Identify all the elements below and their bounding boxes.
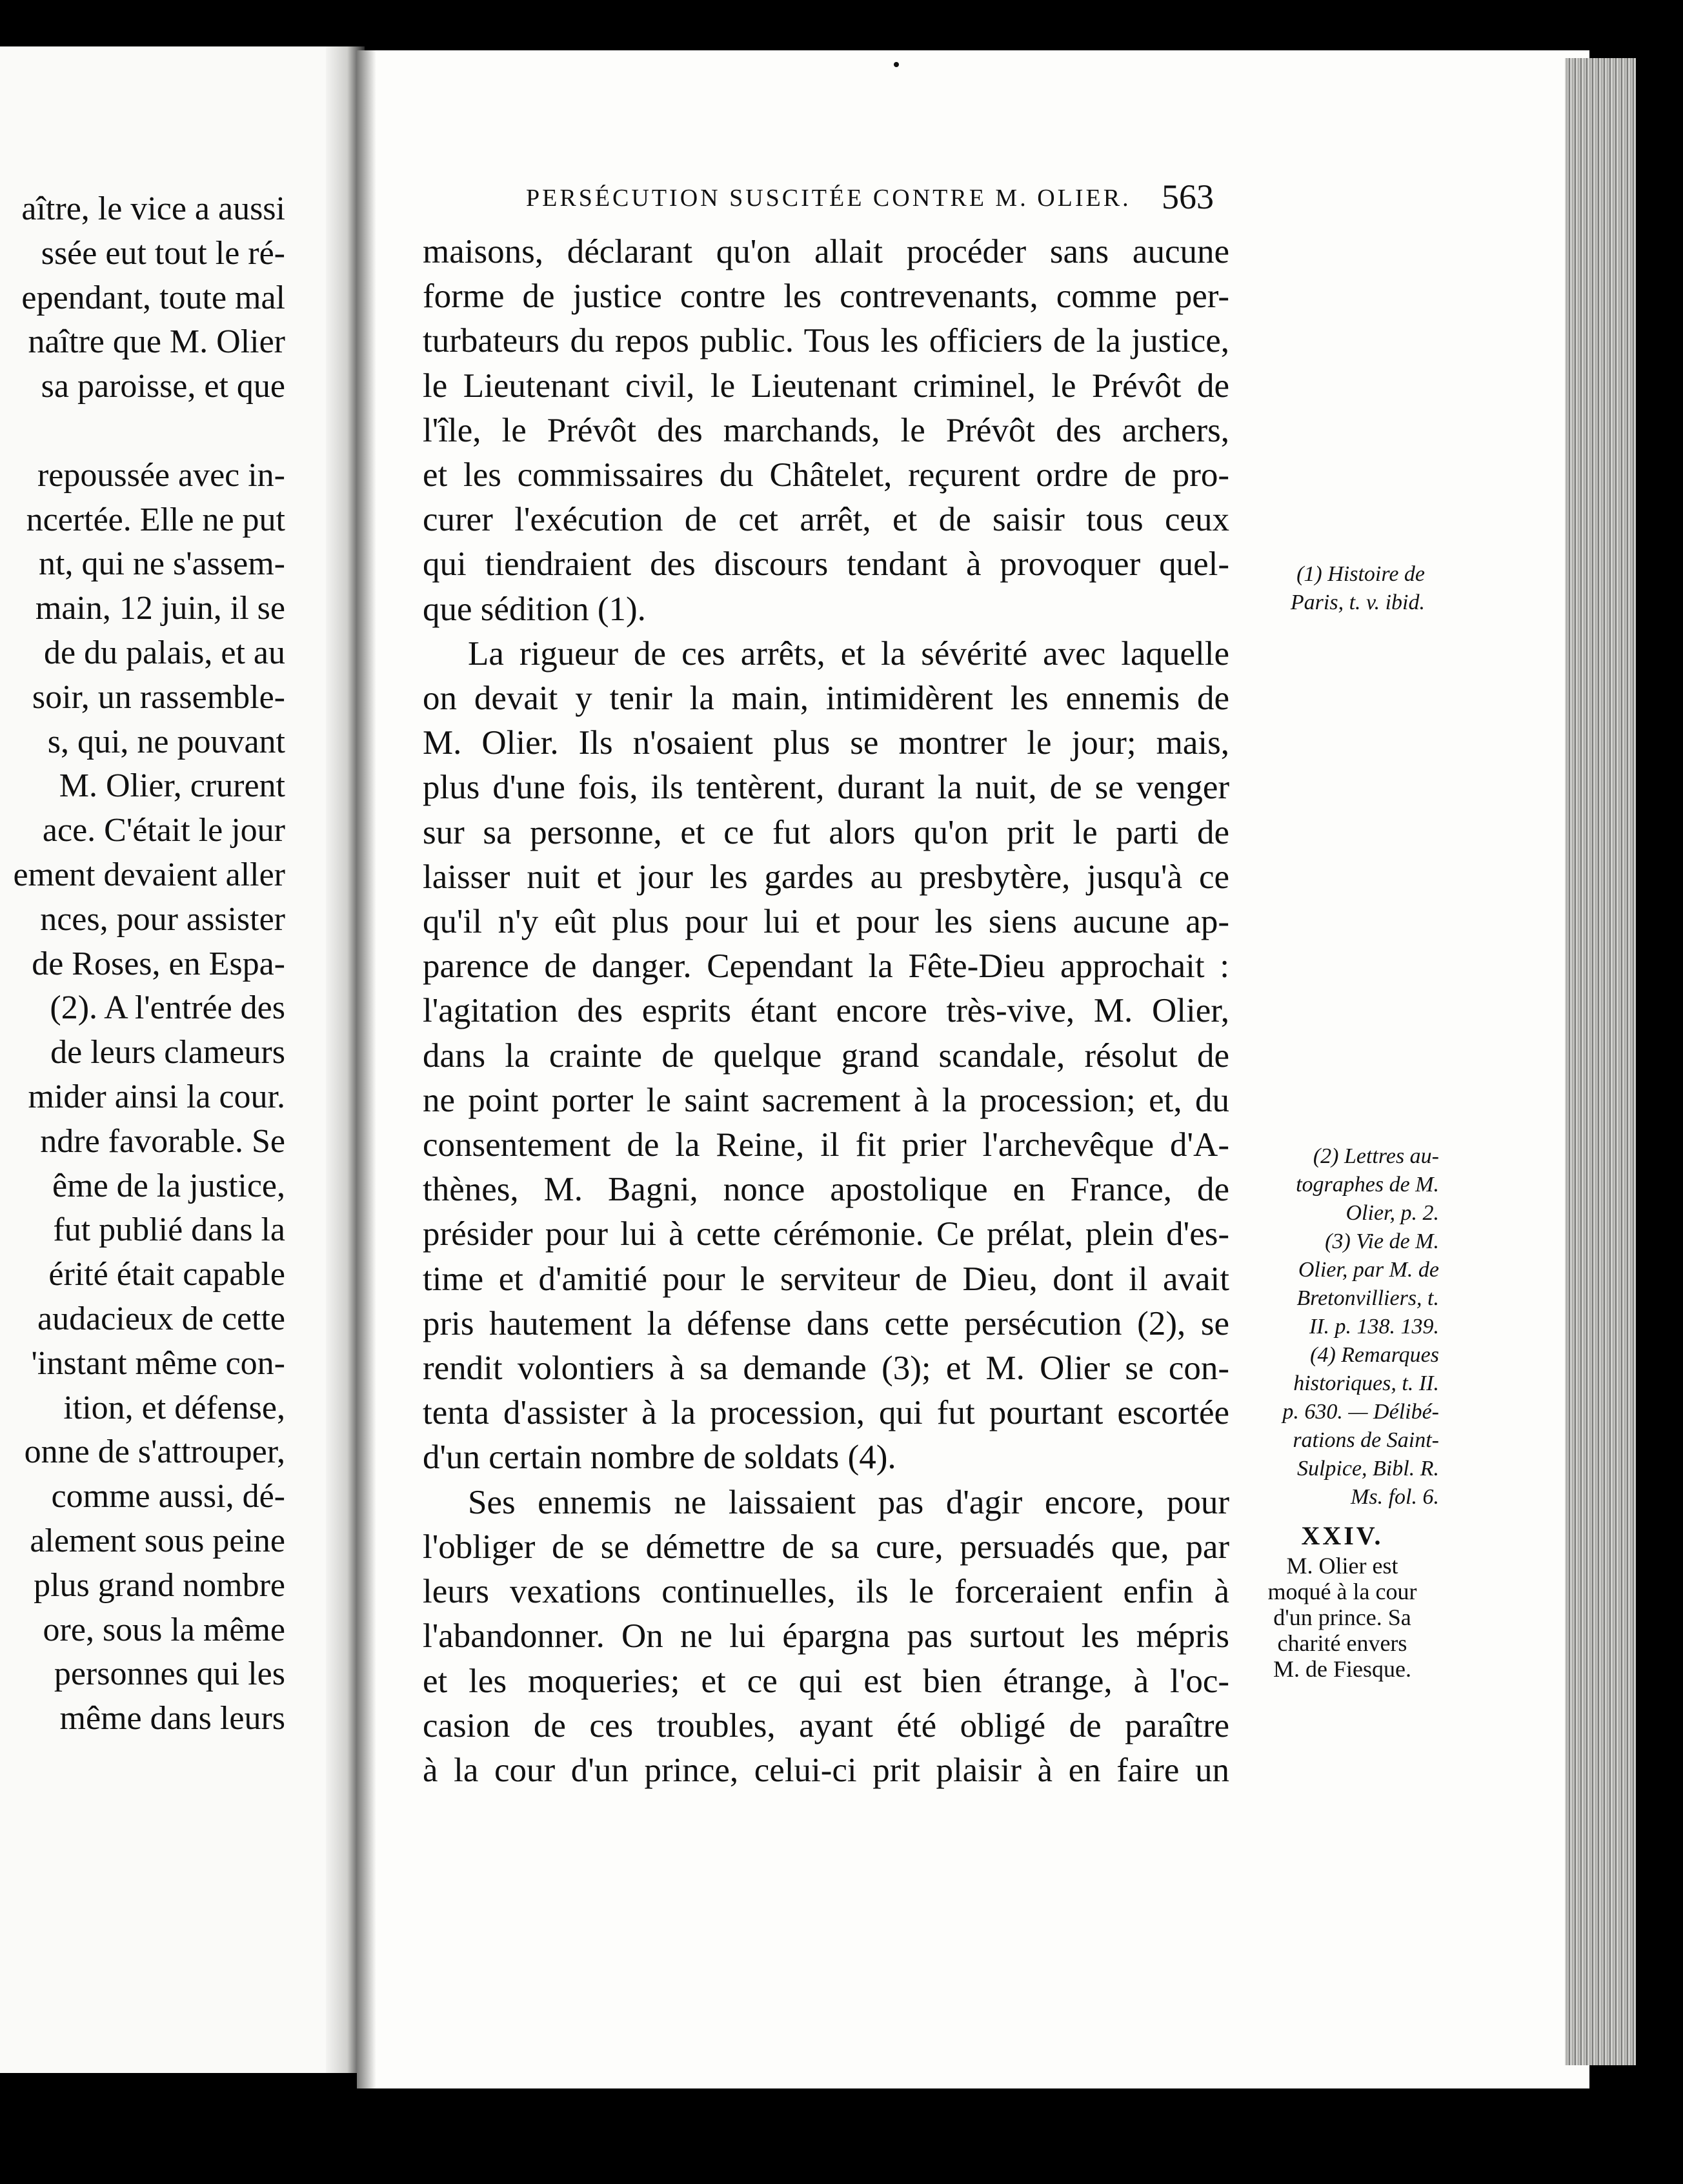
marginal-line: moqué à la cour — [1267, 1579, 1417, 1604]
text-line: l'agitation des esprits étant encore très-vive, M. Olier, — [423, 992, 1229, 1030]
text-line: laisser nuit et jour les gardes au presbytère, jusqu'à ce — [423, 858, 1229, 896]
footnotes-2-4 — [1226, 1142, 1439, 1512]
text-line: de leurs clameurs — [50, 1034, 285, 1071]
running-head: PERSÉCUTION SUSCITÉE CONTRE M. OLIER. — [526, 185, 1131, 212]
marginal-line: charité envers — [1277, 1630, 1407, 1656]
note-line: tographes de M. — [1296, 1173, 1439, 1197]
text-line: turbateurs du repos public. Tous les officiers de la justice, — [423, 322, 1229, 360]
note-line: (3) Vie de M. — [1325, 1229, 1439, 1253]
text-line: time et d'amitié pour le serviteur de Dieu, dont il avait — [423, 1260, 1229, 1298]
text-line: maisons, déclarant qu'on allait procéder sans aucune — [423, 233, 1229, 270]
text-line: et les moqueries; et ce qui est bien étrange, à l'oc- — [423, 1662, 1229, 1700]
text-line: forme de justice contre les contrevenants, comme per- — [423, 278, 1229, 316]
text-line: s, qui, ne pouvant — [47, 723, 285, 760]
marginal-line: d'un prince. Sa — [1273, 1604, 1411, 1630]
text-line: ême de la justice, — [52, 1167, 285, 1204]
text-line: ne point porter le saint sacrement à la procession; et, du — [423, 1081, 1229, 1119]
text-line: qu'il n'y eût plus pour lui et pour les siens aucune ap- — [423, 903, 1229, 941]
footnote-1 — [1231, 560, 1425, 617]
text-line: plus grand nombre — [34, 1566, 285, 1604]
text-line: ore, sous la même — [43, 1611, 285, 1648]
text-line: ncertée. Elle ne put — [26, 501, 285, 538]
note-line: Olier, p. 2. — [1345, 1201, 1439, 1225]
text-line: fut publié dans la — [53, 1211, 285, 1249]
text-line: l'île, le Prévôt des marchands, le Prévôt des archers, — [423, 411, 1229, 449]
text-line: que sédition (1). — [423, 590, 646, 628]
note-line: historiques, t. II. — [1293, 1371, 1439, 1395]
text-line: alement sous peine — [30, 1522, 285, 1559]
text-line: de Roses, en Espa- — [32, 945, 285, 982]
text-line: sur sa personne, et ce fut alors qu'on prit le parti de — [423, 813, 1229, 851]
text-line: ependant, toute mal — [21, 279, 285, 316]
text-line: et les commissaires du Châtelet, reçurent ordre de pro- — [423, 456, 1229, 494]
note-line: (4) Remarques — [1310, 1343, 1439, 1367]
note-line: rations de Saint- — [1293, 1428, 1439, 1452]
text-line: ace. C'était le jour — [42, 812, 285, 849]
marginal-line: M. Olier est — [1286, 1553, 1398, 1579]
text-line: soir, un rassemble- — [32, 678, 285, 716]
text-line: le Lieutenant civil, le Lieutenant criminel, le Prévôt de — [423, 367, 1229, 405]
note-line: (2) Lettres au- — [1313, 1144, 1439, 1168]
text-line: plus d'une fois, ils tentèrent, durant la nuit, de se venger — [423, 769, 1229, 807]
section-number: XXIV. — [1301, 1521, 1384, 1550]
page-edges — [1565, 58, 1636, 2065]
text-line: audacieux de cette — [37, 1300, 285, 1337]
note-line: Olier, par M. de — [1298, 1258, 1439, 1282]
text-line: nces, pour assister — [40, 900, 285, 938]
note-line: Paris, t. v. ibid. — [1290, 591, 1425, 614]
text-line: M. Olier, crurent — [59, 767, 285, 805]
text-line: ssée eut tout le ré- — [41, 234, 285, 272]
text-line: personnes qui les — [54, 1655, 285, 1693]
text-line: l'abandonner. On ne lui épargna pas surtout les mépris — [423, 1617, 1229, 1655]
text-line — [0, 409, 285, 454]
text-line: repoussée avec in- — [37, 456, 285, 494]
text-line: M. Olier. Ils n'osaient plus se montrer le jour; mais, — [423, 724, 1229, 762]
text-line: qui tiendraient des discours tendant à provoquer quel- — [423, 545, 1229, 583]
text-line: thènes, M. Bagni, nonce apostolique en France, de — [423, 1171, 1229, 1209]
text-line: consentement de la Reine, il fit prier l'archevêque d'A- — [423, 1126, 1229, 1164]
text-line: sa paroisse, et que — [41, 368, 285, 405]
note-line: II. p. 138. 139. — [1309, 1315, 1439, 1339]
text-line: onne de s'attrouper, — [24, 1433, 285, 1471]
text-line: l'obliger de se démettre de sa cure, persuadés que, par — [423, 1528, 1229, 1566]
text-line: La rigueur de ces arrêts, et la sévérité avec laquelle — [468, 634, 1229, 672]
note-line: Bretonvilliers, t. — [1296, 1286, 1439, 1310]
print-speck — [894, 62, 899, 67]
note-line: (1) Histoire de — [1296, 562, 1425, 586]
page-number: 563 — [1162, 177, 1214, 216]
text-line: tenta d'assister à la procession, qui fut pourtant escortée — [423, 1394, 1229, 1432]
text-line: casion de ces troubles, ayant été obligé de paraître — [423, 1706, 1229, 1744]
main-text — [423, 230, 1229, 1793]
text-line: de du palais, et au — [44, 634, 285, 671]
marginal-heading — [1249, 1523, 1436, 1682]
text-line: à la cour d'un prince, celui-ci prit plaisir à en faire un — [423, 1751, 1229, 1789]
text-line: présider pour lui à cette cérémonie. Ce prélat, plein d'es- — [423, 1215, 1229, 1253]
text-line: curer l'exécution de cet arrêt, et de saisir tous ceux — [423, 501, 1229, 539]
text-line: nt, qui ne s'assem- — [39, 545, 285, 583]
text-line: érité était capable — [48, 1256, 285, 1293]
text-line: rendit volontiers à sa demande (3); et M. Olier se con- — [423, 1350, 1229, 1388]
left-page-text — [0, 187, 285, 1741]
text-line: d'un certain nombre de soldats (4). — [423, 1439, 896, 1477]
text-line: leurs vexations continuelles, ils le forceraient enfin à — [423, 1573, 1229, 1611]
note-line: p. 630. — Délibé- — [1282, 1400, 1439, 1424]
text-line: main, 12 juin, il se — [35, 590, 285, 627]
text-line: même dans leurs — [59, 1700, 285, 1737]
text-line: ition, et défense, — [63, 1389, 285, 1426]
text-line: (2). A l'entrée des — [50, 989, 285, 1027]
note-line: Sulpice, Bibl. R. — [1296, 1457, 1439, 1481]
spine-shadow — [357, 50, 376, 2088]
text-line: ndre favorable. Se — [40, 1122, 285, 1160]
text-line: Ses ennemis ne laissaient pas d'agir encore, pour — [468, 1483, 1229, 1521]
text-line: naître que M. Olier — [28, 323, 285, 361]
text-line: mider ainsi la cour. — [28, 1078, 285, 1115]
text-line: dans la crainte de quelque grand scandale, résolut de — [423, 1036, 1229, 1075]
text-line: ement devaient aller — [13, 856, 285, 893]
note-line: Ms. fol. 6. — [1351, 1485, 1439, 1509]
text-line: 'instant même con- — [31, 1344, 285, 1382]
text-line: aître, le vice a aussi — [21, 190, 285, 227]
text-line: on devait y tenir la main, intimidèrent les ennemis de — [423, 680, 1229, 718]
text-line: comme aussi, dé- — [51, 1478, 285, 1515]
text-line: pris hautement la défense dans cette persécution (2), se — [423, 1304, 1229, 1342]
marginal-line: M. de Fiesque. — [1273, 1656, 1411, 1682]
text-line: parence de danger. Cependant la Fête-Dieu approchait : — [423, 947, 1229, 986]
